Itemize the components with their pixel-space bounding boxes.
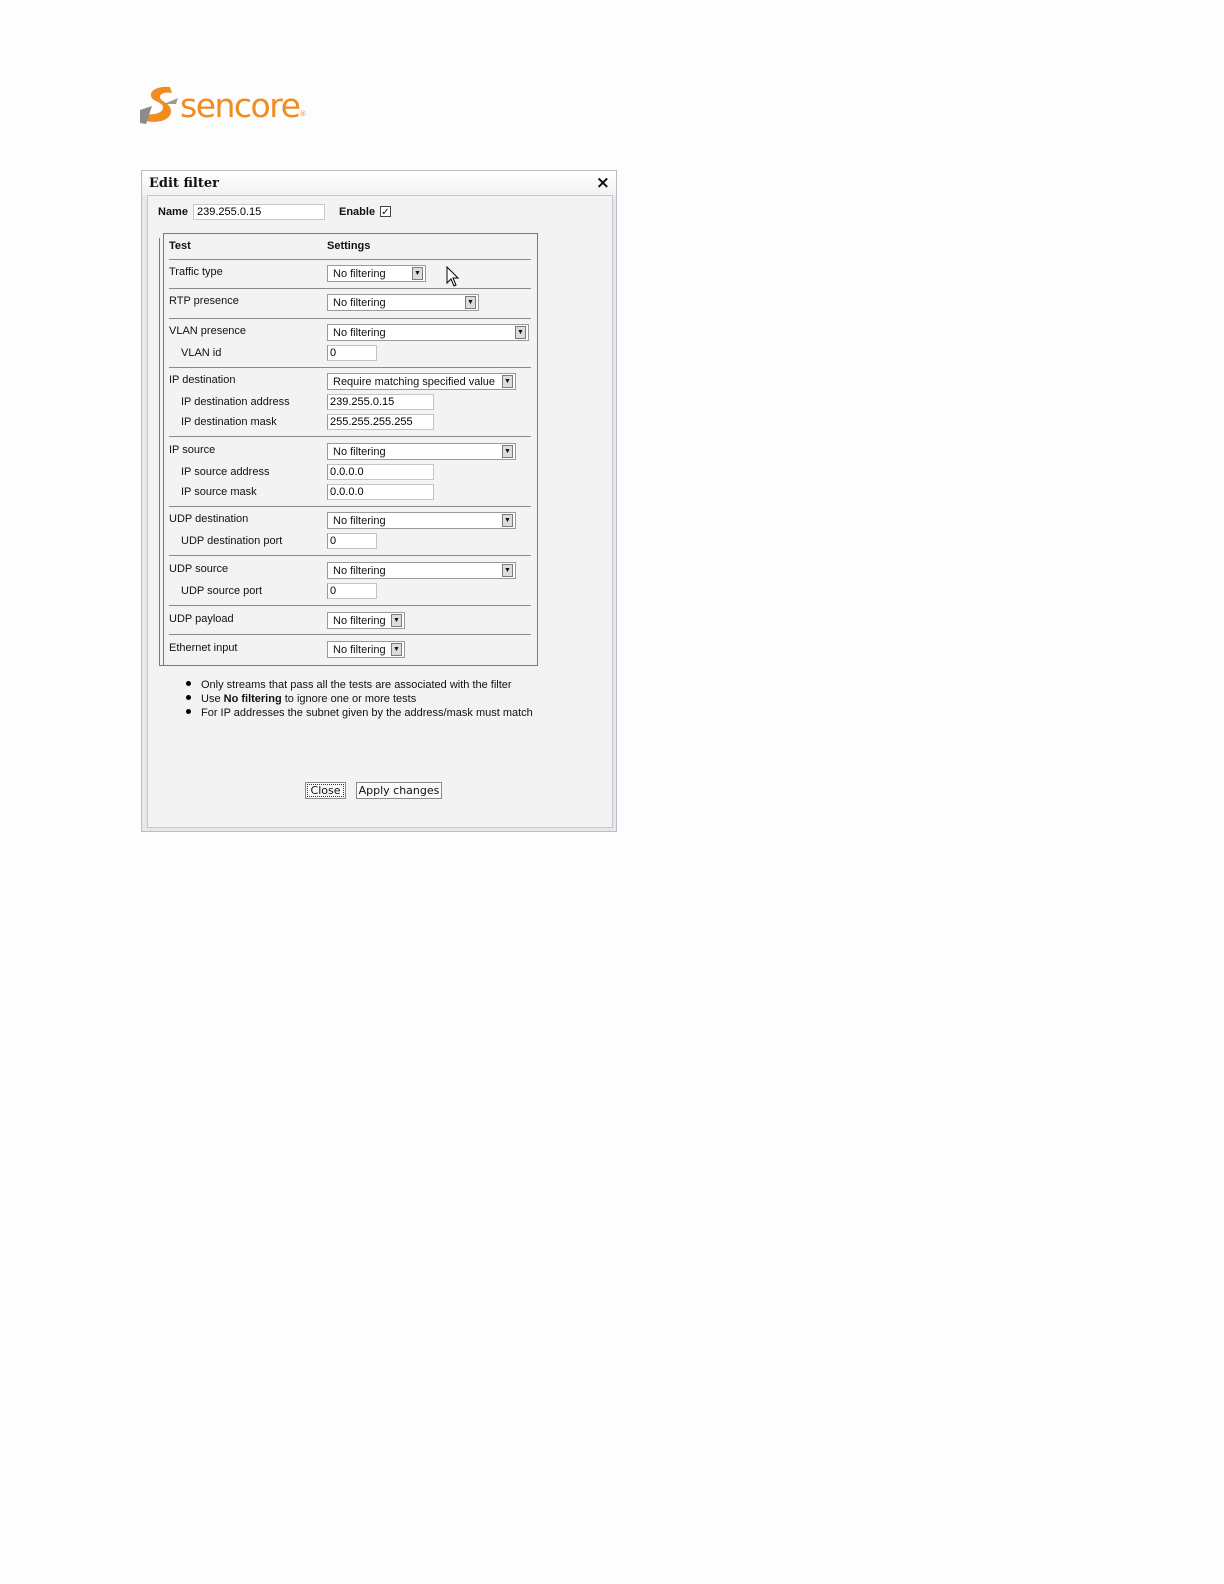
enable-checkbox[interactable]: ✓ <box>381 207 390 218</box>
separator <box>169 436 531 437</box>
name-input[interactable] <box>193 204 325 220</box>
udp-source-port-input[interactable] <box>327 583 377 599</box>
vlan-presence-label: VLAN presence <box>169 325 247 337</box>
udp-payload-select[interactable] <box>327 612 405 629</box>
vlan-presence-value: No filtering <box>333 327 386 339</box>
ip-destination-address-label: IP destination address <box>181 396 290 408</box>
note-item <box>186 706 533 720</box>
ip-destination-address-input[interactable] <box>327 394 434 410</box>
ip-destination-value: Require matching specified value <box>333 376 496 388</box>
dialog-content <box>147 195 613 828</box>
udp-source-port-label: UDP source port <box>181 585 263 597</box>
ip-destination-select[interactable] <box>327 373 516 390</box>
note-text: For IP addresses the subnet given by the address/mask must match <box>201 707 533 719</box>
separator <box>169 318 531 319</box>
ip-destination-mask-label: IP destination mask <box>181 416 277 428</box>
help-notes <box>186 678 533 720</box>
bullet-icon <box>186 709 191 714</box>
column-header-settings: Settings <box>327 240 371 252</box>
ip-source-address-label: IP source address <box>181 466 270 478</box>
vlan-id-input[interactable] <box>327 345 377 361</box>
udp-destination-value: No filtering <box>333 515 386 527</box>
udp-payload-label: UDP payload <box>169 613 234 625</box>
udp-source-label: UDP source <box>169 563 229 575</box>
udp-destination-port-input[interactable] <box>327 533 377 549</box>
chevron-down-icon: ▼ <box>412 267 423 280</box>
separator <box>169 555 531 556</box>
udp-destination-select[interactable] <box>327 512 516 529</box>
dialog-titlebar <box>142 171 616 195</box>
vlan-id-label: VLAN id <box>181 347 222 359</box>
ip-source-mask-input[interactable] <box>327 484 434 500</box>
separator <box>169 506 531 507</box>
separator <box>169 634 531 635</box>
ethernet-input-select[interactable] <box>327 641 405 658</box>
chevron-down-icon: ▼ <box>465 296 476 309</box>
close-button[interactable]: Close <box>305 782 346 799</box>
rtp-presence-value: No filtering <box>333 297 386 309</box>
ip-source-mask-label: IP source mask <box>181 486 257 498</box>
name-label: Name <box>158 206 188 218</box>
ip-source-address-input[interactable] <box>327 464 434 480</box>
edit-filter-dialog <box>141 170 617 832</box>
traffic-type-label: Traffic type <box>169 266 223 278</box>
column-header-test: Test <box>169 240 191 252</box>
udp-source-select[interactable] <box>327 562 516 579</box>
chevron-down-icon: ▼ <box>502 564 513 577</box>
separator <box>169 259 531 260</box>
rtp-presence-label: RTP presence <box>169 295 239 307</box>
chevron-down-icon: ▼ <box>502 514 513 527</box>
note-emphasis: No filtering <box>223 693 282 705</box>
note-text: Use <box>201 693 224 705</box>
sencore-logo <box>140 84 307 128</box>
apply-changes-button[interactable]: Apply changes <box>356 782 442 799</box>
dialog-title: Edit filter <box>149 176 219 191</box>
name-row <box>158 206 390 218</box>
ip-source-select[interactable] <box>327 443 516 460</box>
udp-source-value: No filtering <box>333 565 386 577</box>
chevron-down-icon: ▼ <box>515 326 526 339</box>
ip-destination-mask-input[interactable] <box>327 414 434 430</box>
ip-source-value: No filtering <box>333 446 386 458</box>
ethernet-input-label: Ethernet input <box>169 642 238 654</box>
note-text: to ignore one or more tests <box>281 693 417 705</box>
ethernet-input-value: No filtering <box>333 644 386 656</box>
enable-label: Enable <box>339 206 376 218</box>
udp-destination-port-label: UDP destination port <box>181 535 283 547</box>
separator <box>169 288 531 289</box>
ip-source-label: IP source <box>169 444 216 456</box>
filter-tests-panel <box>163 233 538 666</box>
note-item <box>186 692 533 706</box>
note-item <box>186 678 533 692</box>
chevron-down-icon: ▼ <box>502 375 513 388</box>
udp-payload-value: No filtering <box>333 615 386 627</box>
mouse-pointer-icon <box>446 266 460 288</box>
bullet-icon <box>186 681 191 686</box>
separator <box>169 367 531 368</box>
sencore-s-mark-icon <box>140 84 180 126</box>
note-text: Only streams that pass all the tests are associated with the filter <box>201 679 512 691</box>
vlan-presence-select[interactable] <box>327 324 529 341</box>
rtp-presence-select[interactable] <box>327 294 479 311</box>
traffic-type-value: No filtering <box>333 268 386 280</box>
logo-wordmark: sencore® <box>180 86 307 125</box>
bullet-icon <box>186 695 191 700</box>
ip-destination-label: IP destination <box>169 374 236 386</box>
traffic-type-select[interactable] <box>327 265 426 282</box>
chevron-down-icon: ▼ <box>391 614 402 627</box>
chevron-down-icon: ▼ <box>391 643 402 656</box>
separator <box>169 605 531 606</box>
chevron-down-icon: ▼ <box>502 445 513 458</box>
udp-destination-label: UDP destination <box>169 513 249 525</box>
close-icon[interactable]: × <box>595 173 610 193</box>
